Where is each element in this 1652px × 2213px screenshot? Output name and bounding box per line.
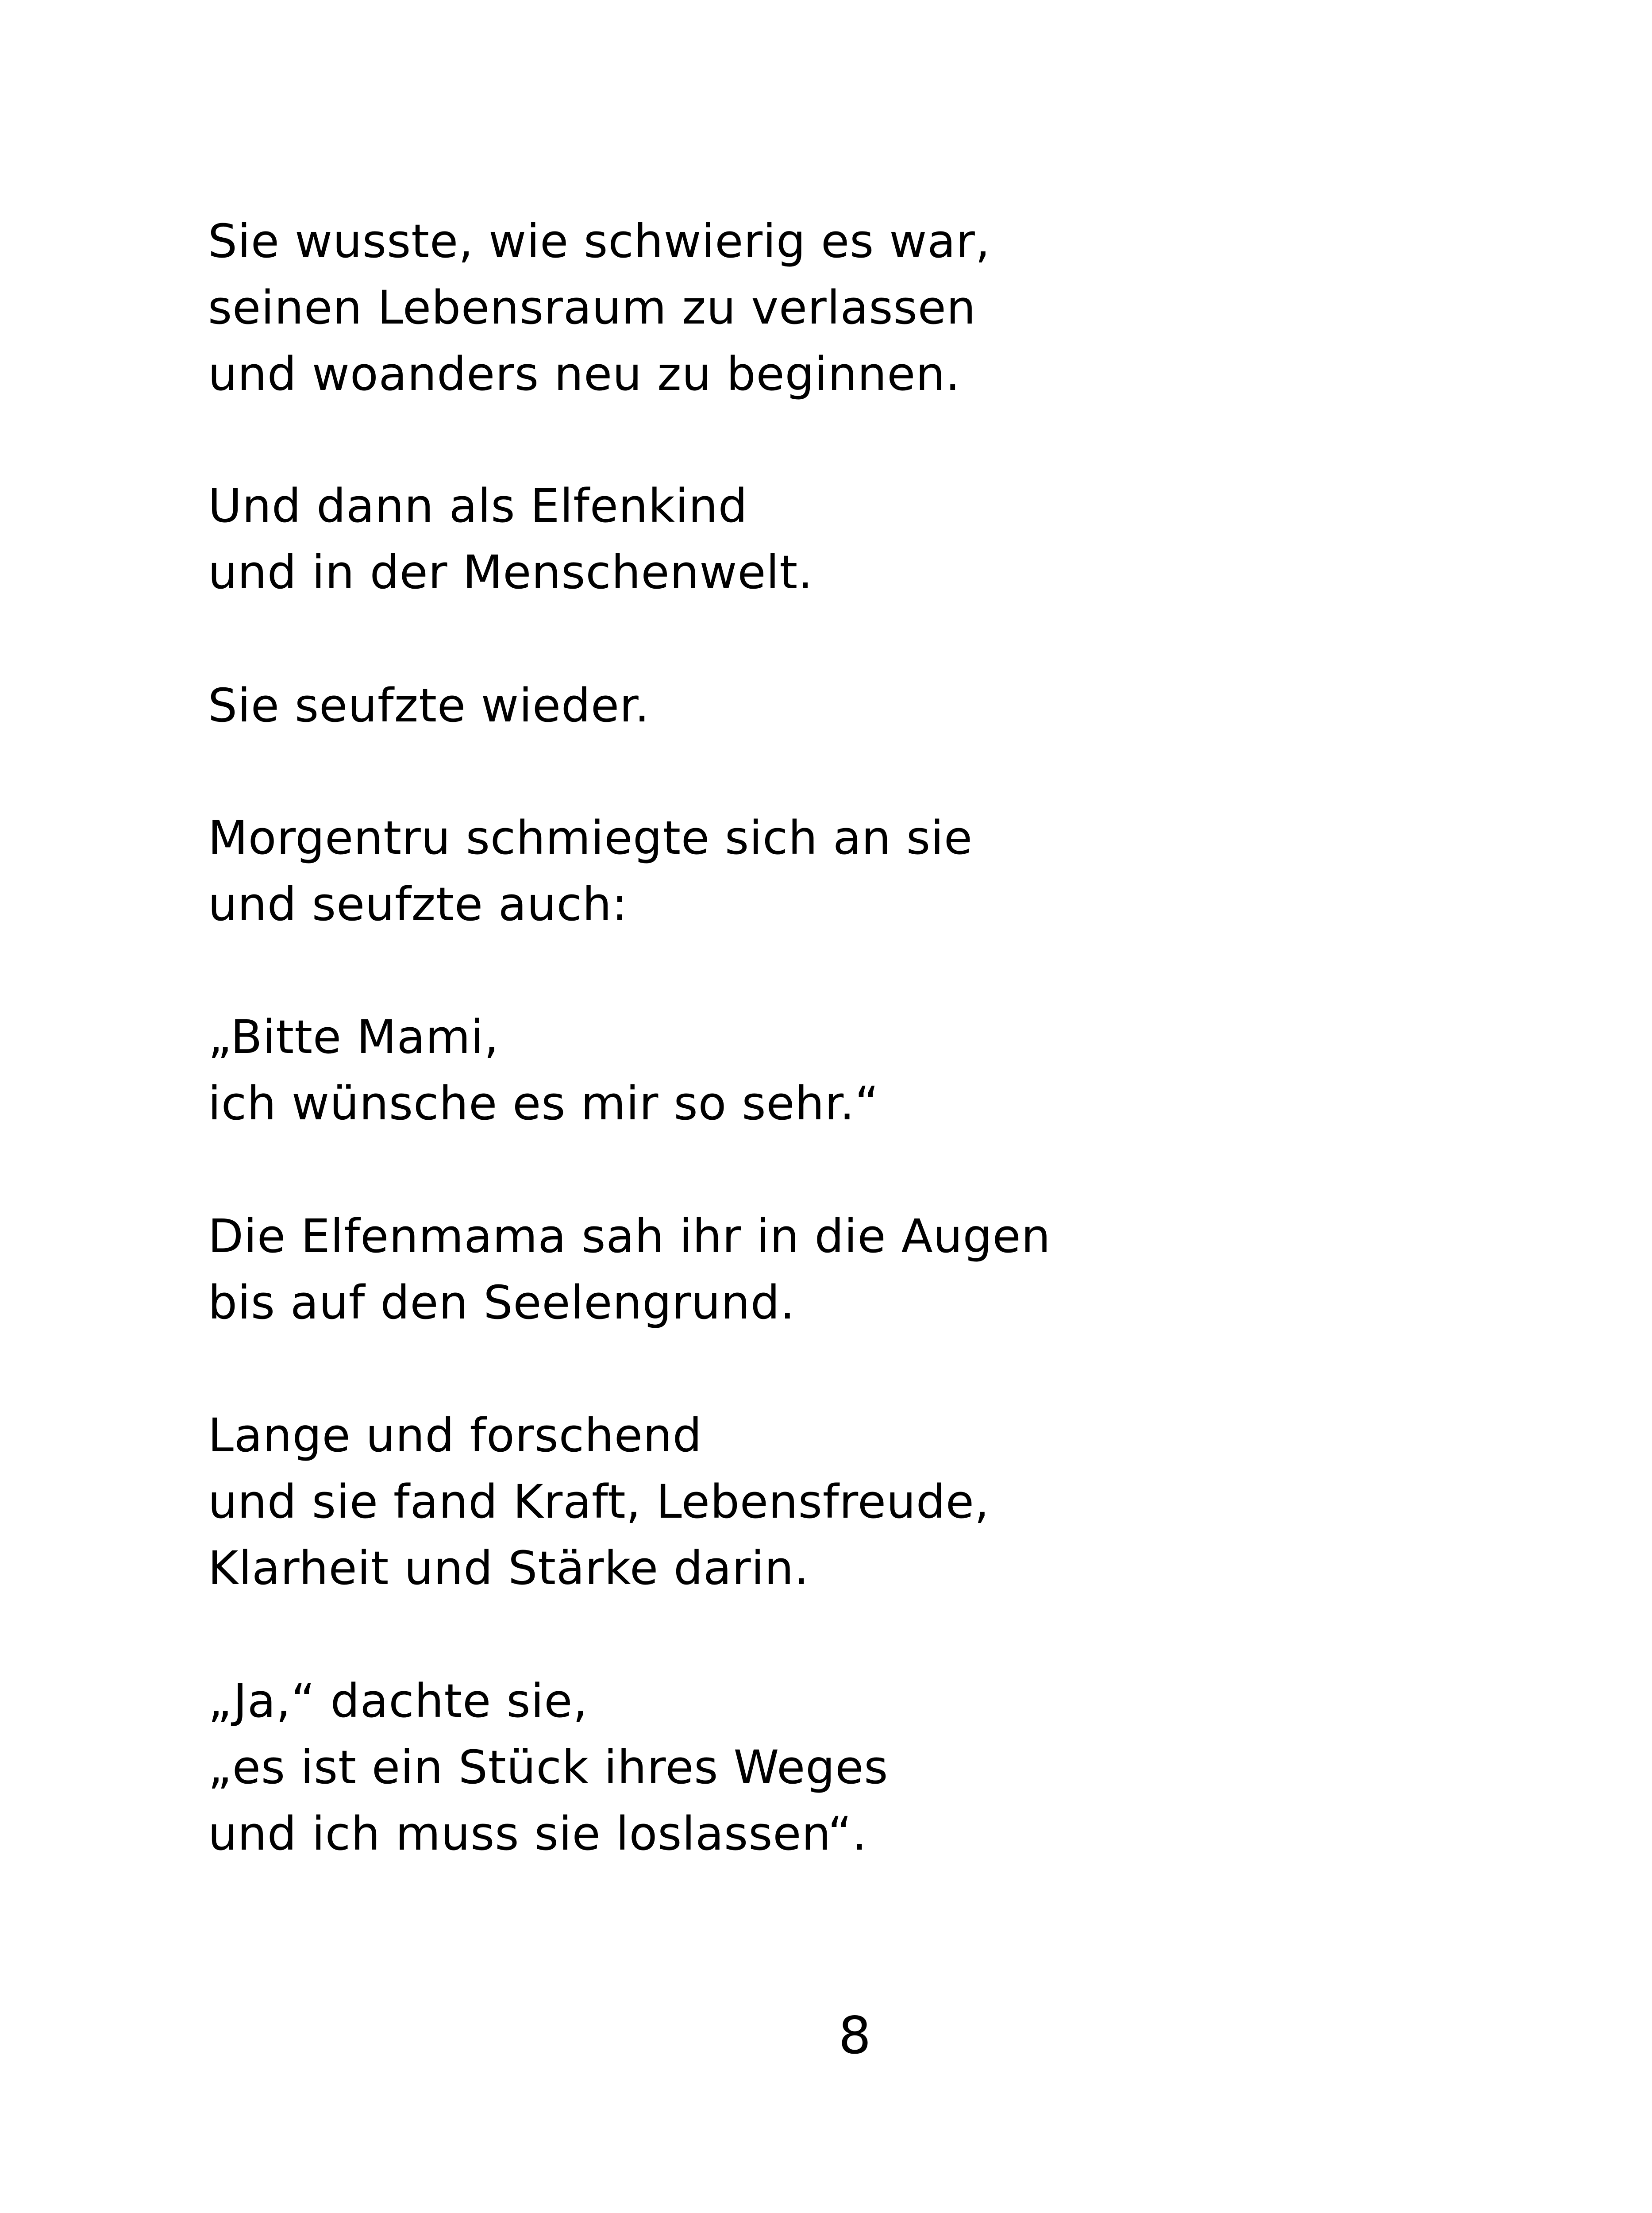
stanza-4 [208,805,973,937]
text-line: Sie seufzte wieder. [208,679,650,733]
stanza-8 [208,1668,888,1867]
text-line: Sie wusste, wie schwierig es war, [208,214,990,268]
stanza-2 [208,473,813,605]
text-line: Lange und forschend [208,1408,702,1462]
page-number: 8 [838,2006,871,2066]
text-line: und seufzte auch: [208,877,628,931]
text-line: Morgentru schmiegte sich an sie [208,811,973,865]
text-line: und in der Menschenwelt. [208,545,813,599]
text-line: Die Elfenmama sah ihr in die Augen [208,1209,1051,1263]
text-line: „Ja,“ dachte sie, [208,1674,588,1728]
text-line: Klarheit und Stärke darin. [208,1541,809,1595]
text-line: Und dann als Elfenkind [208,479,748,533]
text-line: seinen Lebensraum zu verlassen [208,281,976,335]
text-line: „es ist ein Stück ihres Weges [208,1740,889,1794]
text-line: bis auf den Seelengrund. [208,1276,795,1330]
text-line: „Bitte Mami, [208,1010,499,1064]
stanza-3 [208,672,650,739]
stanza-7 [208,1402,990,1601]
stanza-1 [208,208,990,407]
text-line: und woanders neu zu beginnen. [208,347,961,401]
stanza-6 [208,1203,1051,1336]
text-line: und sie fand Kraft, Lebensfreude, [208,1475,990,1529]
stanza-5 [208,1004,879,1137]
text-line: und ich muss sie loslassen“. [208,1807,867,1861]
text-line: ich wünsche es mir so sehr.“ [208,1076,879,1130]
